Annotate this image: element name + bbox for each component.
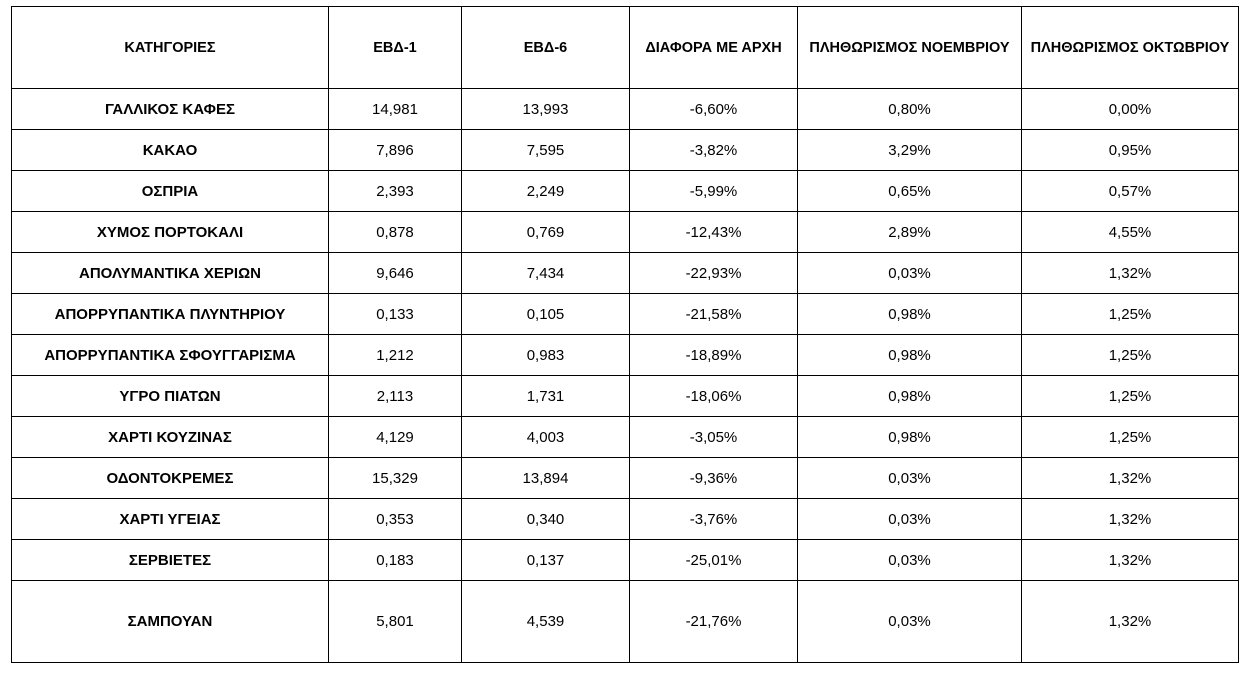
difference-cell: -3,76%	[630, 499, 798, 540]
week-1-cell: 0,133	[329, 294, 462, 335]
table-row	[12, 458, 1239, 499]
inflation-october-cell: 4,55%	[1022, 212, 1239, 253]
week-1-cell: 0,353	[329, 499, 462, 540]
inflation-november-cell: 0,98%	[798, 294, 1022, 335]
inflation-october-cell: 0,00%	[1022, 89, 1239, 130]
inflation-november-cell: 0,03%	[798, 499, 1022, 540]
week-1-cell: 5,801	[329, 581, 462, 663]
week-6-cell: 13,894	[462, 458, 630, 499]
difference-cell: -21,58%	[630, 294, 798, 335]
inflation-october-cell: 1,32%	[1022, 253, 1239, 294]
difference-cell: -12,43%	[630, 212, 798, 253]
week-1-cell: 2,113	[329, 376, 462, 417]
header-inflation-october: ΠΛΗΘΩΡΙΣΜΟΣ ΟΚΤΩΒΡΙΟΥ	[1022, 7, 1239, 89]
inflation-october-cell: 1,32%	[1022, 499, 1239, 540]
table-row	[12, 335, 1239, 376]
category-cell: ΑΠΟΡΡΥΠΑΝΤΙΚΑ ΣΦΟΥΓΓΑΡΙΣΜΑ	[12, 335, 329, 376]
inflation-november-cell: 0,98%	[798, 335, 1022, 376]
week-6-cell: 4,003	[462, 417, 630, 458]
inflation-october-cell: 1,32%	[1022, 540, 1239, 581]
header-week-1: ΕΒΔ-1	[329, 7, 462, 89]
table-row	[12, 89, 1239, 130]
difference-cell: -9,36%	[630, 458, 798, 499]
inflation-november-cell: 0,65%	[798, 171, 1022, 212]
week-1-cell: 9,646	[329, 253, 462, 294]
table-row	[12, 294, 1239, 335]
header-week-6: ΕΒΔ-6	[462, 7, 630, 89]
week-1-cell: 14,981	[329, 89, 462, 130]
difference-cell: -22,93%	[630, 253, 798, 294]
difference-cell: -25,01%	[630, 540, 798, 581]
table-row	[12, 581, 1239, 663]
category-cell: ΧΑΡΤΙ ΚΟΥΖΙΝΑΣ	[12, 417, 329, 458]
difference-cell: -18,06%	[630, 376, 798, 417]
week-6-cell: 4,539	[462, 581, 630, 663]
inflation-november-cell: 0,98%	[798, 376, 1022, 417]
week-1-cell: 2,393	[329, 171, 462, 212]
inflation-november-cell: 0,03%	[798, 581, 1022, 663]
category-cell: ΣΕΡΒΙΕΤΕΣ	[12, 540, 329, 581]
category-cell: ΧΑΡΤΙ ΥΓΕΙΑΣ	[12, 499, 329, 540]
header-row	[12, 7, 1239, 89]
table-row	[12, 130, 1239, 171]
header-inflation-november: ΠΛΗΘΩΡΙΣΜΟΣ ΝΟΕΜΒΡΙΟΥ	[798, 7, 1022, 89]
week-6-cell: 0,769	[462, 212, 630, 253]
inflation-october-cell: 1,25%	[1022, 417, 1239, 458]
category-cell: ΧΥΜΟΣ ΠΟΡΤΟΚΑΛΙ	[12, 212, 329, 253]
week-1-cell: 0,183	[329, 540, 462, 581]
difference-cell: -6,60%	[630, 89, 798, 130]
header-categories: ΚΑΤΗΓΟΡΙΕΣ	[12, 7, 329, 89]
inflation-october-cell: 0,95%	[1022, 130, 1239, 171]
category-cell: ΚΑΚΑΟ	[12, 130, 329, 171]
category-cell: ΓΑΛΛΙΚΟΣ ΚΑΦΕΣ	[12, 89, 329, 130]
category-cell: ΟΔΟΝΤΟΚΡΕΜΕΣ	[12, 458, 329, 499]
category-cell: ΑΠΟΡΡΥΠΑΝΤΙΚΑ ΠΛΥΝΤΗΡΙΟΥ	[12, 294, 329, 335]
week-1-cell: 4,129	[329, 417, 462, 458]
table-row	[12, 253, 1239, 294]
table-row	[12, 171, 1239, 212]
inflation-october-cell: 1,32%	[1022, 458, 1239, 499]
week-6-cell: 1,731	[462, 376, 630, 417]
category-cell: ΣΑΜΠΟΥΑΝ	[12, 581, 329, 663]
table-row	[12, 212, 1239, 253]
category-cell: ΟΣΠΡΙΑ	[12, 171, 329, 212]
difference-cell: -3,82%	[630, 130, 798, 171]
table-row	[12, 540, 1239, 581]
week-1-cell: 1,212	[329, 335, 462, 376]
week-6-cell: 13,993	[462, 89, 630, 130]
inflation-october-cell: 1,32%	[1022, 581, 1239, 663]
inflation-october-cell: 1,25%	[1022, 335, 1239, 376]
week-6-cell: 0,340	[462, 499, 630, 540]
inflation-november-cell: 2,89%	[798, 212, 1022, 253]
table-row	[12, 417, 1239, 458]
difference-cell: -18,89%	[630, 335, 798, 376]
price-table	[11, 6, 1239, 663]
category-cell: ΑΠΟΛΥΜΑΝΤΙΚΑ ΧΕΡΙΩΝ	[12, 253, 329, 294]
week-1-cell: 0,878	[329, 212, 462, 253]
inflation-october-cell: 1,25%	[1022, 294, 1239, 335]
inflation-november-cell: 0,03%	[798, 540, 1022, 581]
header-difference-from-start: ΔΙΑΦΟΡΑ ΜΕ ΑΡΧΗ	[630, 7, 798, 89]
difference-cell: -5,99%	[630, 171, 798, 212]
week-6-cell: 7,595	[462, 130, 630, 171]
difference-cell: -21,76%	[630, 581, 798, 663]
inflation-october-cell: 0,57%	[1022, 171, 1239, 212]
inflation-november-cell: 0,03%	[798, 458, 1022, 499]
week-6-cell: 0,983	[462, 335, 630, 376]
week-6-cell: 0,137	[462, 540, 630, 581]
week-6-cell: 0,105	[462, 294, 630, 335]
inflation-november-cell: 0,80%	[798, 89, 1022, 130]
week-1-cell: 15,329	[329, 458, 462, 499]
inflation-november-cell: 3,29%	[798, 130, 1022, 171]
table-row	[12, 499, 1239, 540]
inflation-november-cell: 0,98%	[798, 417, 1022, 458]
category-cell: ΥΓΡΟ ΠΙΑΤΩΝ	[12, 376, 329, 417]
week-1-cell: 7,896	[329, 130, 462, 171]
inflation-november-cell: 0,03%	[798, 253, 1022, 294]
week-6-cell: 2,249	[462, 171, 630, 212]
table-row	[12, 376, 1239, 417]
difference-cell: -3,05%	[630, 417, 798, 458]
inflation-october-cell: 1,25%	[1022, 376, 1239, 417]
week-6-cell: 7,434	[462, 253, 630, 294]
